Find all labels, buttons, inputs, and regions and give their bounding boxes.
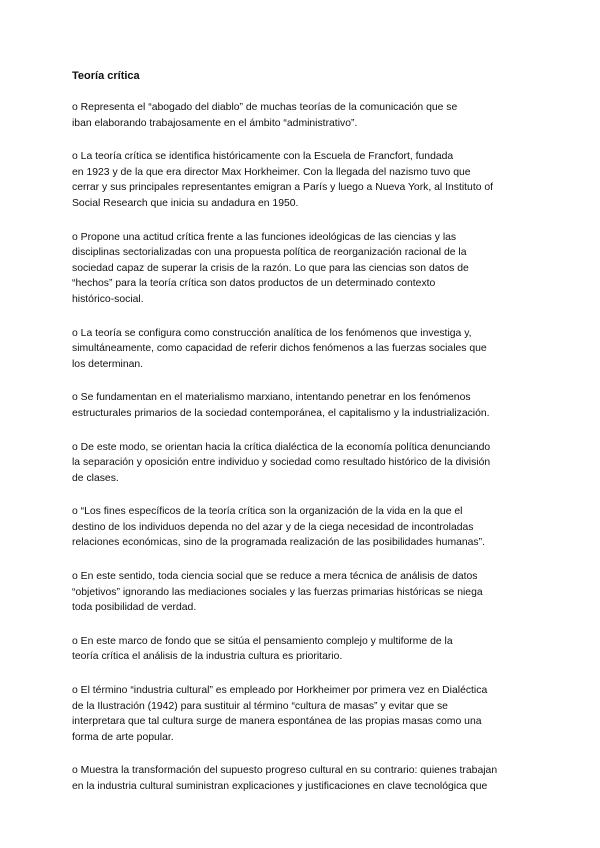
paragraph-line: iban elaborando trabajosamente en el ámbito “administrativo”. [72, 117, 358, 129]
paragraph-10 [72, 683, 532, 745]
paragraph-6 [72, 440, 532, 487]
paragraph-line: o En este sentido, toda ciencia social que se reduce a mera técnica de análisis de datos [72, 571, 478, 583]
paragraph-line: o El término “industria cultural” es empleado por Horkheimer por primera vez en Dialéctica [72, 685, 488, 697]
paragraph-9 [72, 634, 532, 665]
paragraph-line: o Propone una actitud crítica frente a las funciones ideológicas de las ciencias y las [72, 231, 457, 243]
paragraph-5 [72, 390, 532, 421]
paragraph-line: cerrar y sus principales representantes emigran a París y luego a Nueva York, al Instituto of [72, 182, 494, 194]
paragraph-line: disciplinas sectorializadas con una propuesta política de reorganización racional de la [72, 247, 467, 259]
paragraph-line: sociedad capaz de superar la crisis de la razón. Lo que para las ciencias son datos de [72, 262, 469, 274]
paragraph-11 [72, 763, 532, 794]
paragraph-line: o La teoría crítica se identifica históricamente con la Escuela de Francfort, fundada [72, 151, 454, 163]
paragraph-line: o Representa el “abogado del diablo” de muchas teorías de la comunicación que se [72, 102, 458, 113]
paragraph-line: “objetivos” ignorando las mediaciones sociales y las fuerzas primarias históricas se niega [72, 586, 483, 598]
document-title: Teoría crítica [72, 70, 140, 82]
paragraph-line: la separación y oposición entre individuo y sociedad como resultado histórico de la división [72, 457, 491, 469]
paragraph-line: o Muestra la transformación del supuesto progreso cultural en su contrario: quienes trabajan [72, 765, 498, 777]
paragraph-line: en la industria cultural suministran explicaciones y justificaciones en clave tecnológica que [72, 781, 488, 792]
paragraph-line: Social Research que inicia su andadura en 1950. [72, 197, 299, 209]
paragraph-line: o Se fundamentan en el materialismo marxiano, intentando penetrar en los fenómenos [72, 392, 471, 404]
paragraph-line: simultáneamente, como capacidad de referir dichos fenómenos a las fuerzas sociales que [72, 343, 487, 355]
paragraph-line: o En este marco de fondo que se sitúa el pensamiento complejo y multiforme de la [72, 635, 453, 647]
paragraph-line: estructurales primarios de la sociedad contemporánea, el capitalismo y la industrialización. [72, 407, 490, 419]
paragraph-line: histórico-social. [72, 293, 144, 305]
paragraph-7 [72, 504, 532, 551]
paragraph-line: teoría crítica el análisis de la industria cultura es prioritario. [72, 651, 343, 663]
paragraph-line: o De este modo, se orientan hacia la crítica dialéctica de la economía política denunciando [72, 441, 491, 453]
paragraph-4 [72, 326, 532, 373]
paragraph-line: de la Ilustración (1942) para sustituir al término “cultura de masas” y evitar que se [72, 700, 448, 712]
paragraph-8 [72, 569, 532, 616]
paragraph-line: toda posibilidad de verdad. [72, 602, 197, 614]
paragraph-line: o “Los fines específicos de la teoría crítica son la organización de la vida en la que el [72, 506, 463, 518]
paragraph-line: relaciones económicas, sino de la programada realización de las posibilidades humanas”. [72, 537, 485, 549]
paragraph-line: “hechos” para la teoría crítica son datos productos de un determinado contexto [72, 278, 436, 290]
paragraph-line: en 1923 y de la que era director Max Horkheimer. Con la llegada del nazismo tuvo que [72, 166, 471, 178]
paragraph-line: destino de los individuos dependa no del azar y de la ciega necesidad de incontroladas [72, 521, 474, 533]
paragraph-2 [72, 149, 532, 211]
paragraph-line: o La teoría se configura como construcción analítica de los fenómenos que investiga y, [72, 327, 472, 339]
document-page [72, 68, 532, 813]
paragraph-3 [72, 230, 532, 308]
paragraph-1 [72, 100, 532, 131]
paragraph-line: forma de arte popular. [72, 731, 174, 743]
paragraph-line: los determinan. [72, 358, 144, 370]
paragraph-line: interpretara que tal cultura surge de manera espontánea de las propias masas como una [72, 716, 482, 728]
paragraph-line: de clases. [72, 472, 119, 484]
